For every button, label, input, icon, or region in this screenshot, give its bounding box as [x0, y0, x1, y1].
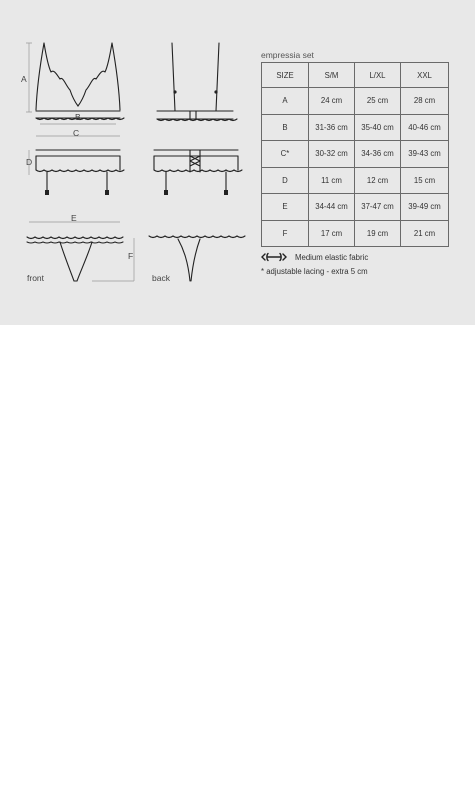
front-view-label: front [27, 273, 45, 283]
size-cell: E [262, 194, 309, 221]
size-cell: 17 cm [309, 220, 355, 247]
size-cell: 39-49 cm [401, 194, 449, 221]
garter-belt-front-drawing [36, 150, 124, 192]
size-cell: B [262, 114, 309, 141]
size-cell: 24 cm [309, 88, 355, 115]
header-cell: XXL [401, 63, 449, 88]
size-cell: 37-47 cm [355, 194, 401, 221]
size-cell: 15 cm [401, 167, 449, 194]
header-cell: L/XL [355, 63, 401, 88]
table-row [262, 114, 449, 141]
size-cell: 28 cm [401, 88, 449, 115]
size-cell: 31-36 cm [309, 114, 355, 141]
dimension-label-f: F [128, 251, 134, 261]
size-table-header-row [262, 63, 449, 88]
table-row [262, 167, 449, 194]
size-cell: 35-40 cm [355, 114, 401, 141]
size-cell: 30-32 cm [309, 141, 355, 168]
size-cell: 34-44 cm [309, 194, 355, 221]
size-cell: 21 cm [401, 220, 449, 247]
bra-front-drawing [36, 43, 124, 120]
dimension-label-b: B [75, 112, 81, 122]
header-cell: SIZE [262, 63, 309, 88]
table-row [262, 88, 449, 115]
size-cell: C* [262, 141, 309, 168]
bra-back-drawing [157, 43, 237, 121]
fabric-text: Medium elastic fabric [295, 252, 369, 262]
size-cell: 11 cm [309, 167, 355, 194]
size-cell: 34-36 cm [355, 141, 401, 168]
size-cell: 39-43 cm [401, 141, 449, 168]
dimension-label-d: D [26, 157, 33, 167]
back-view-label: back [152, 273, 170, 283]
size-cell: 25 cm [355, 88, 401, 115]
stretch-arrows-icon [261, 252, 287, 262]
size-cell: F [262, 220, 309, 247]
size-cell: A [262, 88, 309, 115]
table-row [262, 141, 449, 168]
garter-belt-back-drawing [154, 150, 242, 192]
product-size-panel [0, 0, 475, 325]
lacing-note: * adjustable lacing - extra 5 cm [261, 267, 368, 276]
size-cell: 40-46 cm [401, 114, 449, 141]
dimension-label-c: C [73, 128, 80, 138]
size-cell: 12 cm [355, 167, 401, 194]
header-cell: S/M [309, 63, 355, 88]
table-row [262, 194, 449, 221]
dimension-label-e: E [71, 213, 77, 223]
table-row [262, 220, 449, 247]
garter-clips [45, 90, 228, 195]
size-cell: D [262, 167, 309, 194]
dimension-label-a: A [21, 74, 27, 84]
size-table [261, 62, 449, 247]
set-title: empressia set [261, 50, 314, 60]
size-cell: 19 cm [355, 220, 401, 247]
fabric-info [261, 252, 368, 262]
